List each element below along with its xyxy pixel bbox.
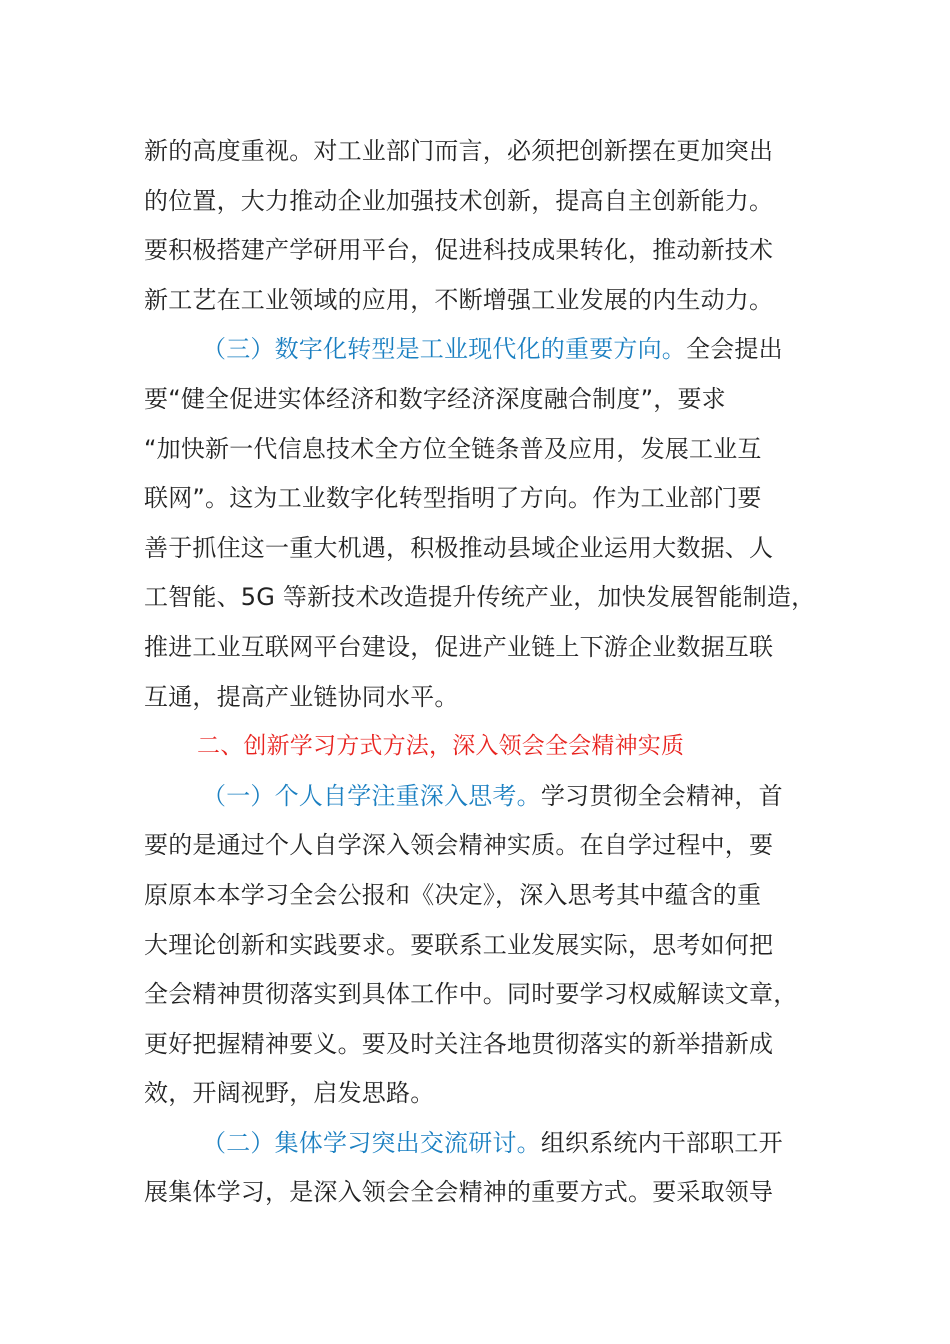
body-text: “加快新一代信息技术全方位全链条普及应用，发展工业互 <box>144 434 762 463</box>
body-text: 要积极搭建产学研用平台，促进科技成果转化，推动新技术 <box>144 236 774 265</box>
body-text: 要的是通过个人自学深入领会精神实质。在自学过程中，要 <box>144 831 774 860</box>
body-text: 互通，提高产业链协同水平。 <box>144 682 459 711</box>
body-text: 善于抓住这一重大机遇，积极推动县域企业运用大数据、人 <box>144 533 774 562</box>
body-text: 新工艺在工业领域的应用，不断增强工业发展的内生动力。 <box>144 285 774 314</box>
subheading-1: （一）个人自学注重深入思考。 <box>202 781 541 810</box>
body-line <box>144 623 824 673</box>
body-line <box>144 474 824 524</box>
body-line <box>144 375 824 425</box>
body-line <box>144 921 824 971</box>
paragraph-start-line <box>144 1119 824 1169</box>
body-text: 新的高度重视。对工业部门而言，必须把创新摆在更加突出 <box>144 137 774 165</box>
body-line <box>144 276 824 326</box>
body-text: 联网”。这为工业数字化转型指明了方向。作为工业部门要 <box>144 484 762 513</box>
body-line <box>144 1168 824 1218</box>
body-text: 工智能、5G 等新技术改造提升传统产业，加快发展智能制造， <box>144 583 816 612</box>
body-text: 展集体学习，是深入领会全会精神的重要方式。要采取领导 <box>144 1178 774 1207</box>
body-line <box>144 177 824 227</box>
body-text: 推进工业互联网平台建设，促进产业链上下游企业数据互联 <box>144 632 774 661</box>
body-line <box>144 673 824 723</box>
paragraph-start-line <box>144 325 824 375</box>
section-heading: 二、创新学习方式方法，深入领会全会精神实质 <box>197 733 685 760</box>
body-line <box>144 425 824 475</box>
body-line <box>144 1069 824 1119</box>
body-text: 全会精神贯彻落实到具体工作中。同时要学习权威解读文章， <box>144 980 798 1009</box>
subheading-3: （三）数字化转型是工业现代化的重要方向。 <box>202 335 686 364</box>
subheading-2: （二）集体学习突出交流研讨。 <box>202 1128 541 1157</box>
document-body <box>144 127 824 1218</box>
body-text: 学习贯彻全会精神，首 <box>540 781 783 810</box>
paragraph-start-line <box>144 772 824 822</box>
body-text: 的位置，大力推动企业加强技术创新，提高自主创新能力。 <box>144 186 774 215</box>
body-text: 组织系统内干部职工开 <box>540 1128 783 1157</box>
body-line <box>144 226 824 276</box>
body-line <box>144 1020 824 1070</box>
body-line <box>144 573 824 623</box>
body-text: 更好把握精神要义。要及时关注各地贯彻落实的新举措新成 <box>144 1029 774 1058</box>
body-line <box>144 821 824 871</box>
body-text: 效，开阔视野，启发思路。 <box>144 1079 435 1108</box>
body-text: 原原本本学习全会公报和《决定》，深入思考其中蕴含的重 <box>144 880 762 909</box>
body-text: 要“健全促进实体经济和数字经济深度融合制度”，要求 <box>144 384 726 413</box>
body-line <box>144 871 824 921</box>
body-text: 全会提出 <box>686 335 783 364</box>
body-line <box>144 970 824 1020</box>
body-line <box>144 127 824 177</box>
body-line <box>144 524 824 574</box>
body-text: 大理论创新和实践要求。要联系工业发展实际，思考如何把 <box>144 930 774 959</box>
